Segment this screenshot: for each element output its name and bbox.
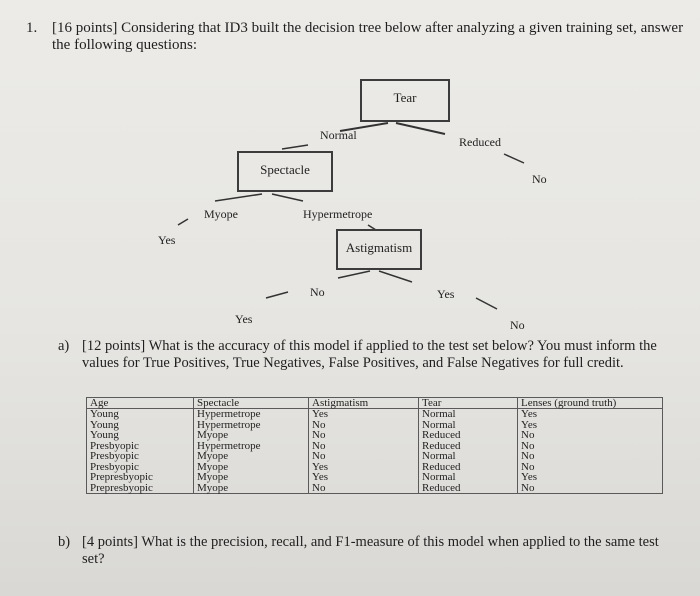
table-cell: No [312,429,326,441]
column-spectacle [194,409,309,494]
edge-myope-yes [178,219,188,225]
table-cell: Myope [197,450,229,462]
table-cell: Prepresbyopic [90,481,153,494]
header-lenses: Lenses (ground truth) [518,398,663,409]
edge-astig-no [338,271,370,278]
table-header-row [87,398,663,409]
table-cell: Reduced [422,439,461,452]
table-cell: Presbyopic [90,460,139,473]
table-cell: Reduced [422,481,461,494]
table-cell: Prepresbyopic [90,471,153,483]
part-a-letter: a) [58,338,70,354]
part-a [58,338,678,372]
table-cell: No [312,481,326,494]
table-cell: Normal [422,408,456,420]
header-spectacle: Spectacle [194,398,309,409]
branch-label-reduced: Reduced [459,135,501,149]
header-tear: Tear [419,398,518,409]
edge-spectacle-hypermetrope [272,194,303,201]
question-number: 1. [26,20,38,36]
edge-spectacle-myope [215,194,262,201]
test-set-table [86,397,663,494]
table-cell: Hypermetrope [197,418,261,431]
leaf-label-no-right: No [532,172,547,186]
table-cell: Young [90,408,119,420]
branch-label-hypermetrope: Hypermetrope [303,207,373,221]
column-lenses [518,409,663,494]
table-cell: Yes [312,460,329,473]
tree-node-tear: Tear [360,79,450,122]
table-cell: Presbyopic [90,450,139,462]
table-cell: Myope [197,460,229,473]
table-cell: Myope [197,481,229,494]
table-cell: Presbyopic [90,439,139,452]
table-cell: Normal [422,471,456,483]
edge-reduced-no [504,154,524,163]
table-cell: No [521,429,535,441]
branch-label-no: No [310,285,325,299]
table-cell: Reduced [422,429,461,441]
table-cell: Yes [521,408,538,420]
tree-node-astigmatism: Astigmatism [336,229,422,270]
table-cell: No [521,450,535,462]
branch-label-myope: Myope [204,207,238,221]
table-cell: Hypermetrope [197,408,261,420]
table-cell: Yes [312,471,329,483]
leaf-label-no-bottom: No [510,318,525,332]
table-cell: Myope [197,471,229,483]
leaf-label-yes-bottom: Yes [235,312,253,326]
header-age: Age [87,398,194,409]
table-cell: No [312,439,326,452]
question-text: [16 points] Considering that ID3 built the decision tree below after analyzing a given training set, answer the following questions: [52,20,684,53]
table-cell: Hypermetrope [197,439,261,452]
table-cell: No [312,450,326,462]
table-body-row [87,409,663,494]
table-cell: Yes [312,408,329,420]
table-cell: Young [90,418,119,431]
table-cell: No [521,460,535,473]
leaf-label-yes-left: Yes [158,233,176,247]
branch-label-yes: Yes [437,287,455,301]
table-cell: Yes [521,418,538,431]
table-cell: Yes [521,471,538,483]
edge-no-yes [266,292,288,298]
part-a-text: [12 points] What is the accuracy of this model if applied to the test set below? You must inform the values for True Positives, True Negatives, False Positives, and False Negatives for full credit. [82,338,657,371]
table-cell: Myope [197,429,229,441]
header-astigmatism: Astigmatism [309,398,419,409]
tree-node-spectacle: Spectacle [237,151,333,192]
part-b-letter: b) [58,534,71,550]
table-cell: No [521,481,535,494]
table-cell: Normal [422,450,456,462]
column-astigmatism [309,409,419,494]
part-b [58,534,678,568]
table-cell: Normal [422,418,456,431]
column-tear [419,409,518,494]
edge-tear-reduced [396,123,445,134]
edge-yes-no [476,298,497,309]
table-cell: No [521,439,535,452]
column-age [87,409,194,494]
edge-normal-spectacle [282,145,308,149]
table-cell: Reduced [422,460,461,473]
table-cell: Young [90,429,119,441]
table-cell: No [312,418,326,431]
branch-label-normal: Normal [320,128,357,142]
part-b-text: [4 points] What is the precision, recall, and F1-measure of this model when applied to the same test set? [82,534,659,567]
edge-astig-yes [379,271,412,282]
